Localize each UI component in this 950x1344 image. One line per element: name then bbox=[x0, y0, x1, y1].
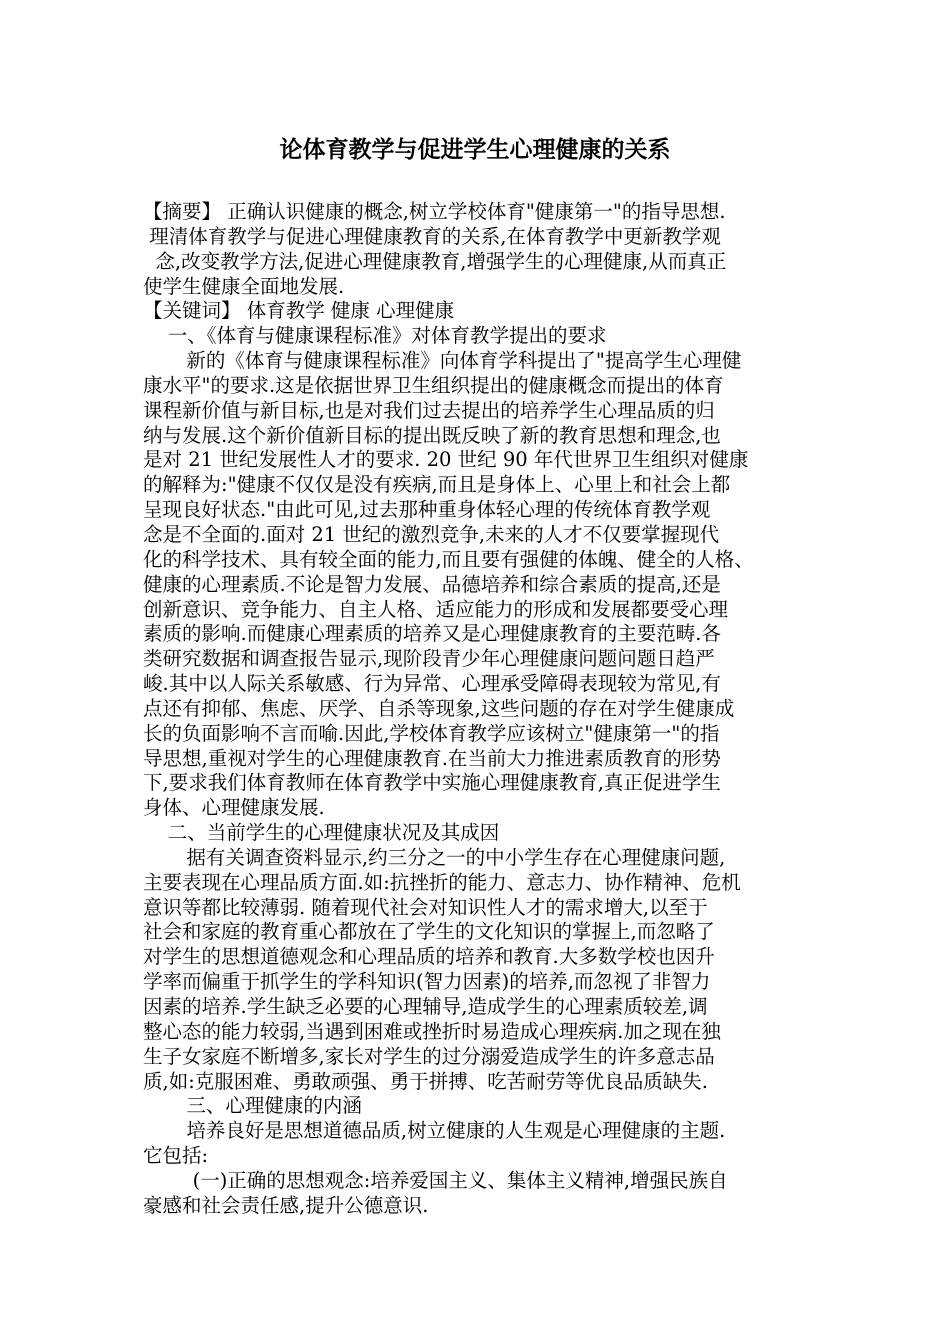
text-line: 是对 21 世纪发展性人才的要求. 20 世纪 90 年代世界卫生组织对健康 bbox=[143, 448, 749, 472]
text-line: 因素的培养.学生缺乏必要的心理辅导,造成学生的心理素质较差,调 bbox=[143, 995, 708, 1018]
text-line: 对学生的思想道德观念和心理品质的培养和教育.大多数学校也因升 bbox=[143, 945, 715, 969]
text-line: 念是不全面的.面对 21 世纪的激烈竞争,未来的人才不仅要掌握现代 bbox=[143, 522, 720, 546]
text-line: 化的科学技术、具有较全面的能力,而且要有强健的体魄、健全的人格、 bbox=[143, 547, 754, 571]
text-line: 呈现良好状态."由此可见,过去那种重身体轻心理的传统体育教学观 bbox=[143, 498, 711, 522]
text-line: 质,如:克服困难、勇敢顽强、勇于拼搏、吃苦耐劳等优良品质缺失. bbox=[143, 1069, 708, 1093]
text-line: 纳与发展.这个新价值新目标的提出既反映了新的教育思想和理念,也 bbox=[143, 423, 721, 447]
text-line: 课程新价值与新目标,也是对我们过去提出的培养学生心理品质的归 bbox=[143, 398, 715, 422]
text-line: 一、《体育与健康课程标准》对体育教学提出的要求 bbox=[143, 324, 607, 348]
text-line: 身体、心理健康发展. bbox=[143, 796, 325, 820]
text-line: 学率而偏重于抓学生的学科知识(智力因素)的培养,而忽视了非智力 bbox=[143, 970, 711, 994]
document-title: 论体育教学与促进学生心理健康的关系 bbox=[279, 137, 671, 163]
text-line: 【关键词】 体育教学 健康 心理健康 bbox=[143, 299, 455, 323]
text-line: 理清体育教学与促进心理健康教育的关系,在体育教学中更新教学观 bbox=[143, 224, 721, 248]
text-line: 它包括: bbox=[143, 1144, 209, 1168]
text-line: 长的负面影响不言而喻.因此,学校体育教学应该树立"健康第一"的指 bbox=[143, 721, 720, 745]
text-line: 社会和家庭的教育重心都放在了学生的文化知识的掌握上,而忽略了 bbox=[143, 920, 715, 944]
text-line: 的解释为:"健康不仅仅是没有疾病,而且是身体上、心里上和社会上都 bbox=[143, 473, 731, 497]
text-line: 三、心理健康的内涵 bbox=[143, 1094, 362, 1118]
text-line: 使学生健康全面地发展. bbox=[143, 274, 345, 298]
text-line: 创新意识、竞争能力、自主人格、适应能力的形成和发展都要受心理 bbox=[143, 597, 729, 621]
text-line: 二、当前学生的心理健康状况及其成因 bbox=[143, 821, 500, 845]
text-line: (一)正确的思想观念:培养爱国主义、集体主义精神,增强民族自 bbox=[143, 1168, 728, 1192]
text-line: 类研究数据和调查报告显示,现阶段青少年心理健康问题问题日趋严 bbox=[143, 647, 715, 671]
text-line: 素质的影响.而健康心理素质的培养又是心理健康教育的主要范畴.各 bbox=[143, 622, 721, 646]
text-line: 【摘要】 正确认识健康的概念,树立学校体育"健康第一"的指导思想. bbox=[143, 200, 726, 223]
text-line: 据有关调查资料显示,约三分之一的中小学生存在心理健康问题, bbox=[143, 845, 726, 869]
text-line: 导思想,重视对学生的心理健康教育.在当前大力推进素质教育的形势 bbox=[143, 746, 721, 770]
text-line: 豪感和社会责任感,提升公德意识. bbox=[143, 1193, 429, 1217]
text-line: 健康的心理素质.不论是智力发展、品德培养和综合素质的提高,还是 bbox=[143, 572, 721, 596]
text-line: 意识等都比较薄弱. 随着现代社会对知识性人才的需求增大,以至于 bbox=[143, 895, 708, 919]
text-line: 念,改变教学方法,促进心理健康教育,增强学生的心理健康,从而真正 bbox=[143, 249, 727, 273]
text-line: 峻.其中以人际关系敏感、行为异常、心理承受障碍表现较为常见,有 bbox=[143, 672, 721, 696]
text-line: 新的《体育与健康课程标准》向体育学科提出了"提高学生心理健 bbox=[143, 349, 742, 373]
text-line: 主要表现在心理品质方面.如:抗挫折的能力、意志力、协作精神、危机 bbox=[143, 870, 741, 894]
text-line: 下,要求我们体育教师在体育教学中实施心理健康教育,真正促进学生 bbox=[143, 771, 721, 795]
text-line: 培养良好是思想道德品质,树立健康的人生观是心理健康的主题. bbox=[143, 1119, 726, 1143]
document-body bbox=[143, 200, 811, 1219]
text-line: 点还有抑郁、焦虑、厌学、自杀等现象,这些问题的存在对学生健康成 bbox=[143, 696, 735, 720]
text-line: 生子女家庭不断增多,家长对学生的过分溺爱造成学生的许多意志品 bbox=[143, 1044, 715, 1068]
text-line: 整心态的能力较弱,当遇到困难或挫折时易造成心理疾病.加之现在独 bbox=[143, 1019, 721, 1043]
text-line: 康水平"的要求.这是依据世界卫生组织提出的健康概念而提出的体育 bbox=[143, 373, 724, 397]
